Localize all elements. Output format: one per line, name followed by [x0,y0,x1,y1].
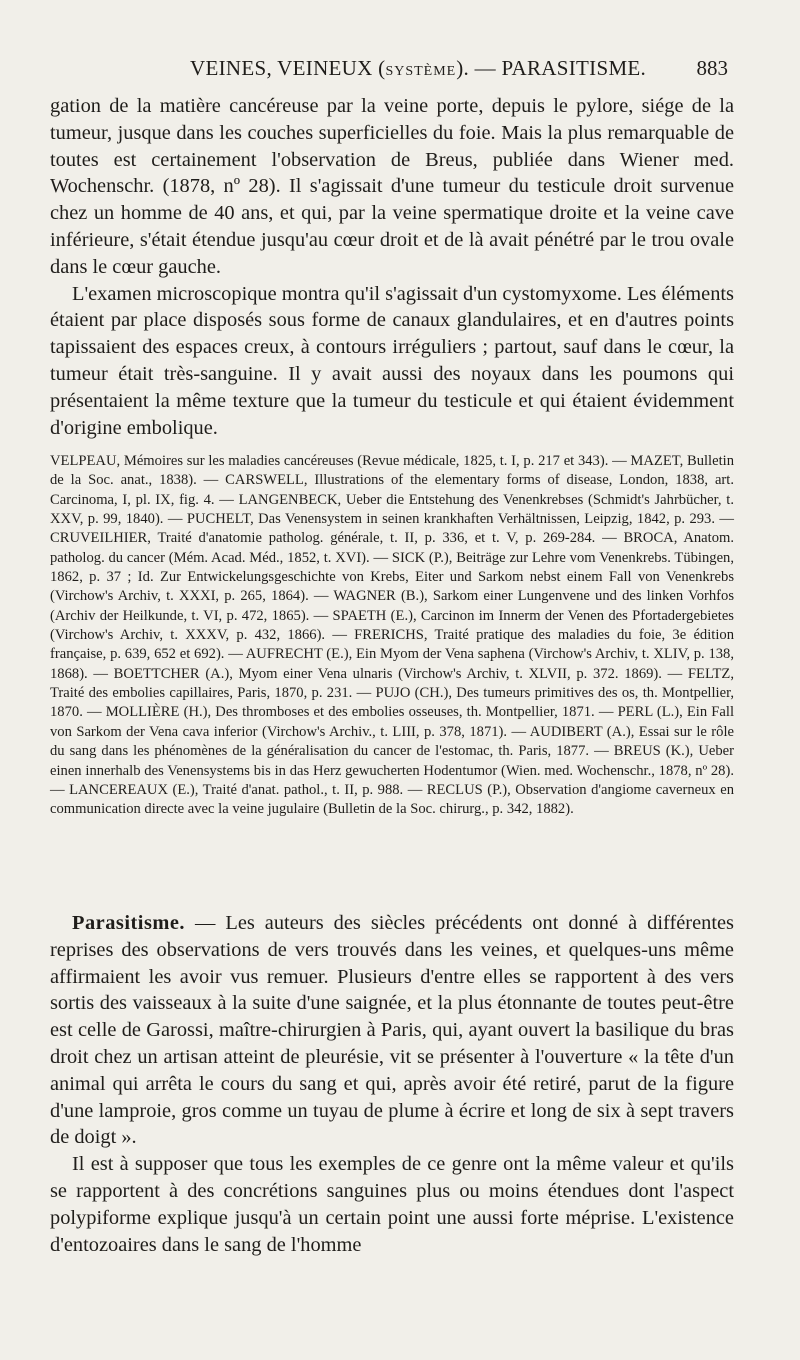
page-number: 883 [696,56,728,80]
header-title-end: ). — PARASITISME. [456,56,647,80]
header-title-smallcaps: SYSTÈME [385,64,457,79]
bibliography-notes: VELPEAU, Mémoires sur les maladies cancéreuses (Revue médicale, 1825, t. I, p. 217 et 343). — MAZET, Bulletin de la Soc. anat., 1838). — CARSWELL, Illustrations of the elementary forms of disease, London, 1838, art. Carcinoma, I, pl. IX, fig. 4. — LANGENBECK, Ueber die Entstehung des Venenkrebses (Schmidt's Jahrbücher, t. XXV, p. 99, 1840). — PUCHELT, Das Venensystem in seinen krankhaften Verhältnissen, Leipzig, 1842, p. 293. — CRUVEILHIER, Traité d'anatomie patholog. générale, t. II, p. 336, et t. V, p. 269-284. — BROCA, Anatom. patholog. du cancer (Mém. Acad. Méd., 1852, t. XVI). — SICK (P.), Beiträge zur Lehre vom Venenkrebs. Tübingen, 1862, p. 37 ; Id. Zur Entwickelungsgeschichte von Krebs, Eiter und Sarkom nebst einem Fall von Venenkrebs (Virchow's Archiv, t. XXXI, p. 265, 1864). — WAGNER (B.), Sarkom einer Lungenvene und des linken Vorhfos (Archiv der Heilkunde, t. VI, p. 472, 1865). — SPAETH (E.), Carcinon im Innerm der Venen des Pfortadergebietes (Virchow's Archiv, t. XXXV, p. 432, 1866). — FRERICHS, Traité pratique des maladies du foie, 3e édition française, p. 639, 652 et 692). — AUFRECHT (E.), Ein Myom der Vena saphena (Virchow's Archiv, t. XLIV, p. 138, 1868). — BOETTCHER (A.), Myom einer Vena ulnaris (Virchow's Archiv, t. XLVII, p. 372. 1869). — FELTZ, Traité des embolies capillaires, Paris, 1870, p. 231. — PUJO (CH.), Des tumeurs primitives des os, th. Montpellier, 1870. — MOLLIÈRE (H.), Des thromboses et des embolies osseuses, th. Montpellier, 1871. — PERL (L.), Ein Fall von Sarkom der Vena cava inferior (Virchow's Archiv., t. LIII, p. 378, 1871). — AUDIBERT (A.), Essai sur le rôle du sang dans les phénomènes de la généralisation du cancer de l'estomac, th. Paris, 1877. — BREUS (K.), Ueber einen innerhalb des Venensystems bis in das Herz gewucherten Hodentumor (Wien. med. Wochenschr., 1878, nº 28). — LANCEREAUX (E.), Traité d'anat. pathol., t. II, p. 988. — RECLUS (P.), Observation d'angiome caverneux en communication directe avec la veine jugulaire (Bulletin de la Soc. chirurg., p. 342, 1882). [50,453,734,818]
running-header [50,56,728,86]
paragraph-3-text: — Les auteurs des siècles précédents ont donné à différentes reprises des observations de vers trouvés dans les veines, et quelques-uns même affirmaient les avoir vus remuer. Plusieurs d'entre elles se rapportent à des vers sortis des vaisseaux à la suite d'une saignée, et la plus étonnante de toutes peut-être est celle de Garossi, maître-chirurgien à Paris, qui, ayant ouvert la basilique du bras droit chez un artisan atteint de pleurésie, vit se présenter à l'ouverture « la tête d'un animal qui arrêta le cours du sang et qui, après avoir été retiré, parut de la figure d'une lamproie, gros comme un tuyau de plume à écrire et long de six à sept travers de doigt ». [50,912,734,1149]
paragraph-parasitisme [50,910,734,1151]
body-text-lower [50,910,734,1258]
header-title [190,56,646,81]
paragraph-2: L'examen microscopique montra qu'il s'agissait d'un cystomyxome. Les éléments étaient par place disposés sous forme de canaux glandulaires, et en d'autres points tapissaient des espaces creux, à contours irréguliers ; partout, sauf dans le cœur, la tumeur était très-sanguine. Il y avait aussi des noyaux dans les poumons qui présentaient la même texture que la tumeur du testicule et qui étaient évidemment d'origine embolique. [50,282,734,439]
body-text-upper [50,93,734,441]
header-title-main: VEINES, VEINEUX ( [190,56,386,80]
paragraph-4: Il est à supposer que tous les exemples de ce genre ont la même valeur et qu'ils se rapportent à des concrétions sanguines plus ou moins étendues dont l'aspect polypiforme explique jusqu'à un certain point une aussi forte méprise. L'existence d'entozoaires dans le sang de l'homme [50,1153,734,1256]
paragraph-1: gation de la matière cancéreuse par la veine porte, depuis le pylore, siége de la tumeur, jusque dans les couches superficielles du foie. Mais la plus remarquable de toutes est certainement l'observation de Breus, publiée dans Wiener med. Wochenschr. (1878, nº 28). Il s'agissait d'une tumeur du testicule droit survenue chez un homme de 40 ans, et qui, par la veine spermatique droite et la veine cave inférieure, s'était étendue jusqu'au cœur droit et de là avait pénétré par le trou ovale dans le cœur gauche. [50,95,734,278]
section-runin-heading: Parasitisme. [72,912,186,934]
